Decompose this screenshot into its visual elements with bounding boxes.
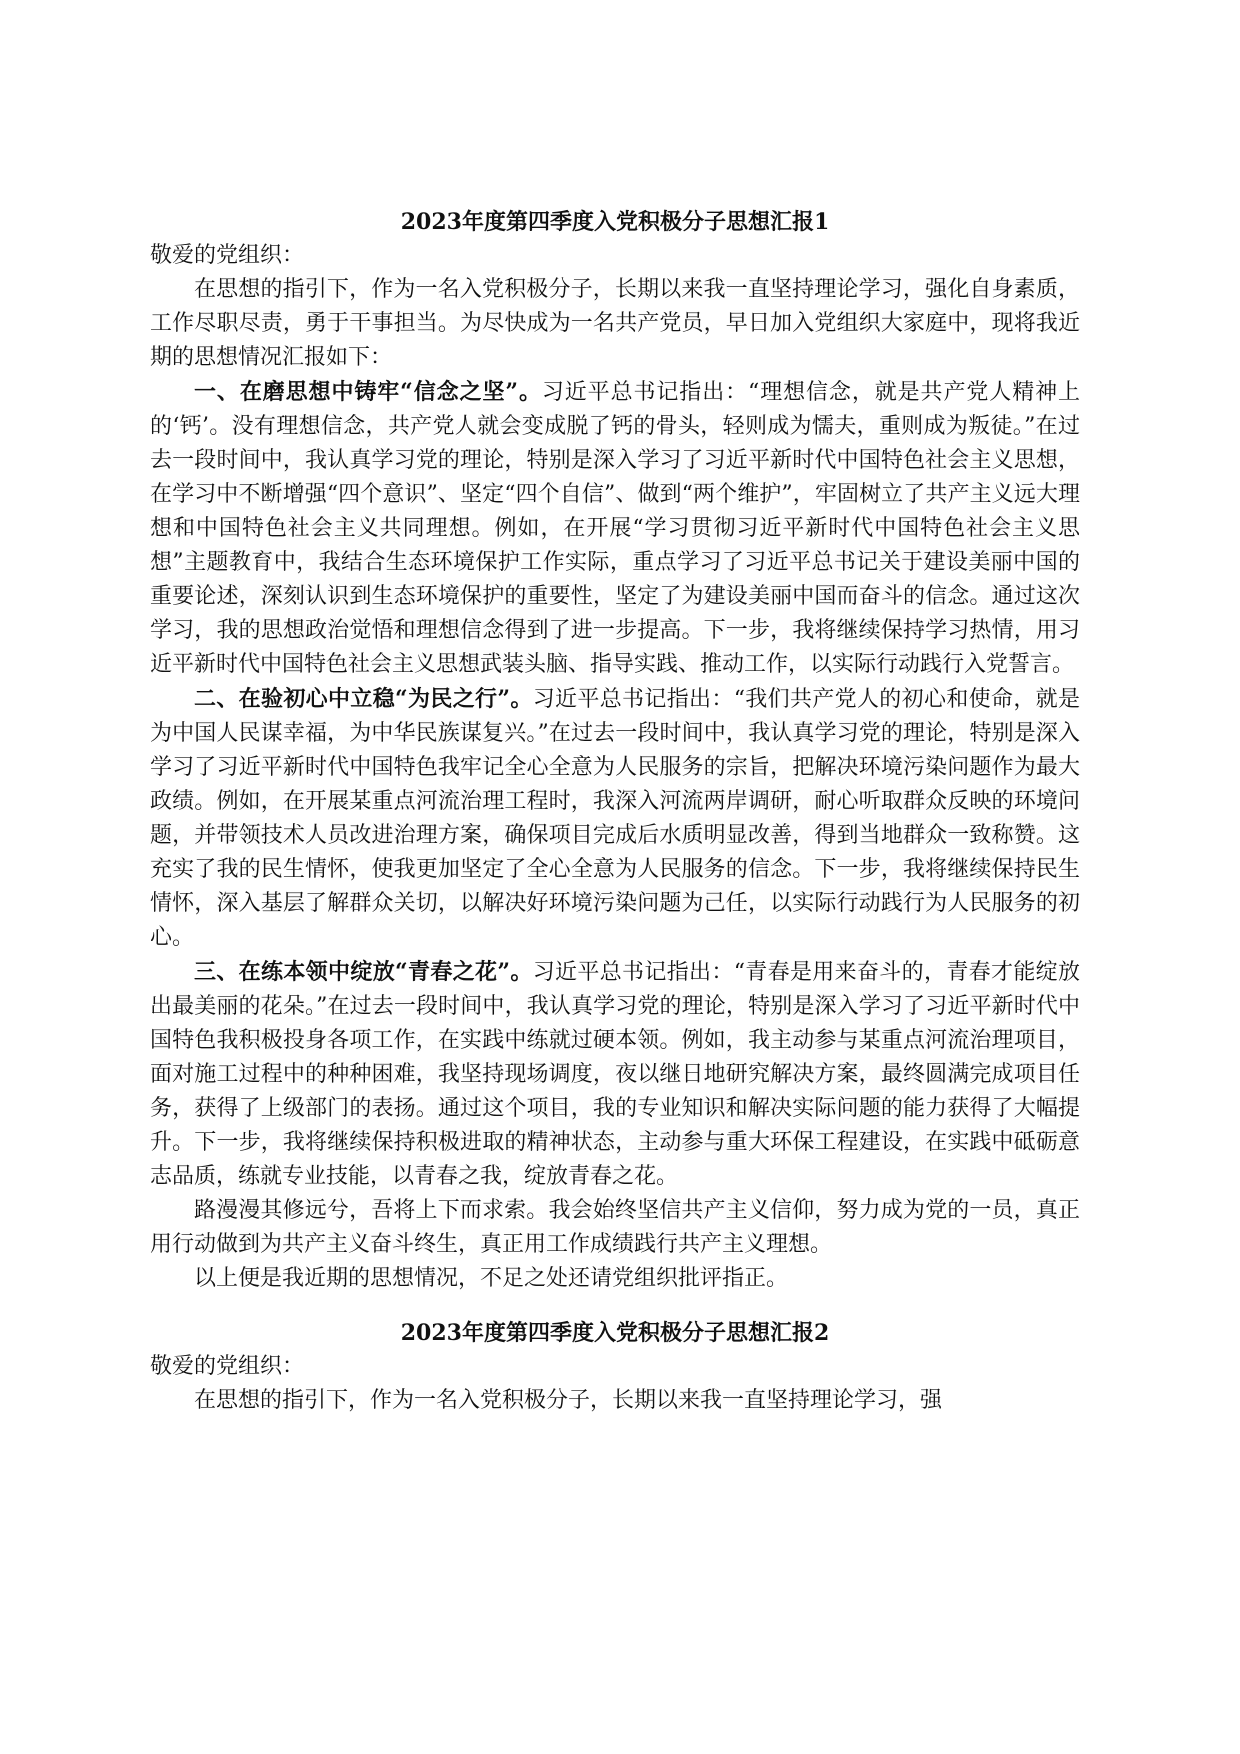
report-1-section-1 bbox=[150, 375, 1080, 682]
section-1-body: 习近平总书记指出：“理想信念，就是共产党人精神上的‘钙’。没有理想信念，共产党人就会变成脱了钙的骨头，轻则成为懦夫，重则成为叛徒。”在过去一段时间中，我认真学习党的理论，特别是深入学习了习近平新时代中国特色社会主义思想，在学习中不断增强“四个意识”、坚定“四个自信”、做到“两个维护”，牢固树立了共产主义远大理想和中国特色社会主义共同理想。例如，在开展“学习贯彻习近平新时代中国特色社会主义思想”主题教育中，我结合生态环境保护工作实际，重点学习了习近平总书记关于建设美丽中国的重要论述，深刻认识到生态环境保护的重要性，坚定了为建设美丽中国而奋斗的信念。通过这次学习，我的思想政治觉悟和理想信念得到了进一步提高。下一步，我将继续保持学习热情，用习近平新时代中国特色社会主义思想武装头脑、指导实践、推动工作，以实际行动践行入党誓言。 bbox=[150, 380, 1081, 677]
report-1-salutation: 敬爱的党组织： bbox=[150, 243, 305, 268]
report-1-title: 2023年度第四季度入党积极分子思想汇报1 bbox=[400, 209, 830, 235]
report-2-salutation: 敬爱的党组织： bbox=[150, 1354, 305, 1379]
report-1-closing-2: 以上便是我近期的思想情况，不足之处还请党组织批评指正。 bbox=[194, 1266, 789, 1291]
section-3-body: 习近平总书记指出：“青春是用来奋斗的，青春才能绽放出最美丽的花朵。”在过去一段时间中，我认真学习党的理论，特别是深入学习了习近平新时代中国特色我积极投身各项工作，在实践中练就过硬本领。例如，我主动参与某重点河流治理项目，面对施工过程中的种种困难，我坚持现场调度，夜以继日地研究解决方案，最终圆满完成项目任务，获得了上级部门的表扬。通过这个项目，我的专业知识和解决实际问题的能力获得了大幅提升。下一步，我将继续保持积极进取的精神状态，主动参与重大环保工程建设，在实践中砥砺意志品质，练就专业技能，以青春之我，绽放青春之花。 bbox=[150, 960, 1080, 1189]
section-2-body: 习近平总书记指出：“我们共产党人的初心和使命，就是为中国人民谋幸福，为中华民族谋复兴。”在过去一段时间中，我认真学习党的理论，特别是深入学习了习近平新时代中国特色我牢记全心全意为人民服务的宗旨，把解决环境污染问题作为最大政绩。例如，在开展某重点河流治理工程时，我深入河流两岸调研，耐心听取群众反映的环境问题，并带领技术人员改进治理方案，确保项目完成后水质明显改善，得到当地群众一致称赞。这充实了我的民生情怀，使我更加坚定了全心全意为人民服务的信念。下一步，我将继续保持民生情怀，深入基层了解群众关切，以解决好环境污染问题为己任，以实际行动践行为人民服务的初心。 bbox=[150, 687, 1080, 950]
report-1-intro: 在思想的指引下，作为一名入党积极分子，长期以来我一直坚持理论学习，强化自身素质，工作尽职尽责，勇于干事担当。为尽快成为一名共产党员，早日加入党组织大家庭中，现将我近期的思想情况汇报如下： bbox=[150, 277, 1080, 370]
report-2-intro: 在思想的指引下，作为一名入党积极分子，长期以来我一直坚持理论学习，强 bbox=[194, 1388, 943, 1413]
section-1-heading: 一、在磨思想中铸牢“信念之坚”。 bbox=[194, 379, 542, 405]
document-page bbox=[150, 205, 1080, 1418]
report-1-section-2 bbox=[150, 682, 1080, 955]
section-2-heading: 二、在验初心中立稳“为民之行”。 bbox=[194, 686, 533, 712]
report-2-title: 2023年度第四季度入党积极分子思想汇报2 bbox=[400, 1320, 830, 1346]
section-3-heading: 三、在练本领中绽放“青春之花”。 bbox=[194, 959, 533, 985]
report-1-section-3 bbox=[150, 955, 1080, 1194]
report-1-closing-1: 路漫漫其修远兮，吾将上下而求索。我会始终坚信共产主义信仰，努力成为党的一员，真正用行动做到为共产主义奋斗终生，真正用工作成绩践行共产主义理想。 bbox=[150, 1198, 1080, 1257]
